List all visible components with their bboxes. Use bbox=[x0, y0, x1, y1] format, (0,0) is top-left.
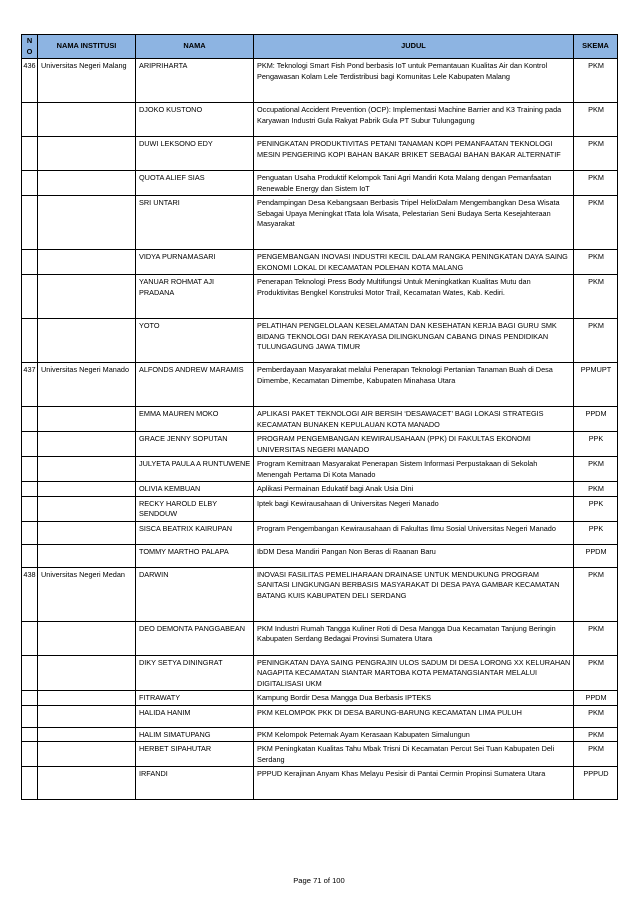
cell-skema: PPK bbox=[574, 521, 618, 544]
cell-judul: PKM KELOMPOK PKK DI DESA BARUNG-BARUNG KECAMATAN LIMA PULUH bbox=[254, 705, 574, 727]
cell-no bbox=[22, 196, 38, 250]
cell-no bbox=[22, 482, 38, 497]
cell-institusi bbox=[38, 767, 136, 800]
table-row bbox=[22, 457, 618, 482]
cell-no bbox=[22, 275, 38, 319]
cell-skema: PKM bbox=[574, 457, 618, 482]
cell-no bbox=[22, 407, 38, 432]
cell-nama: YANUAR ROHMAT AJI PRADANA bbox=[136, 275, 254, 319]
cell-no bbox=[22, 621, 38, 655]
cell-judul: Kampung Bordir Desa Mangga Dua Berbasis IPTEKS bbox=[254, 691, 574, 706]
cell-institusi bbox=[38, 103, 136, 137]
table-row bbox=[22, 482, 618, 497]
table-row bbox=[22, 742, 618, 767]
cell-skema: PPDM bbox=[574, 407, 618, 432]
cell-no bbox=[22, 691, 38, 706]
cell-judul: Program Kemitraan Masyarakat Penerapan Sistem Informasi Perpustakaan di Sekolah Menengah Pertama Di Kota Manado bbox=[254, 457, 574, 482]
cell-judul: Pemberdayaan Masyarakat melalui Penerapan Teknologi Pertanian Tanaman Buah di Desa Dimembe, Kecamatan Dimembe, Kabupaten Minahasa Utara bbox=[254, 363, 574, 407]
cell-judul: PROGRAM PENGEMBANGAN KEWIRAUSAHAAN (PPK) DI FAKULTAS EKONOMI UNIVERSITAS NEGERI MANADO bbox=[254, 432, 574, 457]
cell-skema: PKM bbox=[574, 275, 618, 319]
cell-judul: Aplikasi Permainan Edukatif bagi Anak Usia Dini bbox=[254, 482, 574, 497]
cell-no bbox=[22, 137, 38, 171]
table-row bbox=[22, 432, 618, 457]
cell-skema: PKM bbox=[574, 171, 618, 196]
table-row bbox=[22, 407, 618, 432]
cell-no bbox=[22, 496, 38, 521]
header-nama: NAMA bbox=[136, 35, 254, 59]
cell-nama: HALIM SIMATUPANG bbox=[136, 727, 254, 742]
page-footer: Page 71 of 100 bbox=[293, 876, 345, 885]
cell-no bbox=[22, 171, 38, 196]
cell-no bbox=[22, 319, 38, 363]
table-row bbox=[22, 275, 618, 319]
cell-nama: RECKY HAROLD ELBY SENDOUW bbox=[136, 496, 254, 521]
cell-nama: SRI UNTARI bbox=[136, 196, 254, 250]
cell-judul: PKM: Teknologi Smart Fish Pond berbasis IoT untuk Pemantauan Kualitas Air dan Kontrol Pengawasan Kolam Lele Terdistribusi bagi Komunitas Lele Kabupaten Malang bbox=[254, 59, 574, 103]
cell-judul: PENGEMBANGAN INOVASI INDUSTRI KECIL DALAM RANGKA PENINGKATAN DAYA SAING EKONOMI LOKAL DI KECAMATAN POLEHAN KOTA MALANG bbox=[254, 250, 574, 275]
cell-judul: IbDM Desa Mandiri Pangan Non Beras di Raanan Baru bbox=[254, 544, 574, 567]
cell-judul: PELATIHAN PENGELOLAAN KESELAMATAN DAN KESEHATAN KERJA BAGI GURU SMK BIDANG TEKNOLOGI DAN REKAYASA DILINGKUNGAN CABANG DINAS PENDIDIKAN TULUNGAGUNG JAWA TIMUR bbox=[254, 319, 574, 363]
cell-nama: HALIDA HANIM bbox=[136, 705, 254, 727]
cell-nama: SISCA BEATRIX KAIRUPAN bbox=[136, 521, 254, 544]
cell-institusi bbox=[38, 482, 136, 497]
cell-institusi bbox=[38, 171, 136, 196]
cell-nama: TOMMY MARTHO PALAPA bbox=[136, 544, 254, 567]
table-row bbox=[22, 767, 618, 800]
cell-judul: APLIKASI PAKET TEKNOLOGI AIR BERSIH ‘DESAWACET’ BAGI LOKASI STRATEGIS KECAMATAN BUNAKEN KEPULAUAN KOTA MANADO bbox=[254, 407, 574, 432]
cell-skema: PKM bbox=[574, 137, 618, 171]
cell-nama: IRFANDI bbox=[136, 767, 254, 800]
cell-skema: PKM bbox=[574, 103, 618, 137]
header-judul: JUDUL bbox=[254, 35, 574, 59]
cell-institusi bbox=[38, 621, 136, 655]
cell-skema: PKM bbox=[574, 567, 618, 621]
cell-skema: PPPUD bbox=[574, 767, 618, 800]
cell-skema: PPDM bbox=[574, 691, 618, 706]
table-row bbox=[22, 691, 618, 706]
cell-skema: PKM bbox=[574, 319, 618, 363]
cell-nama: VIDYA PURNAMASARI bbox=[136, 250, 254, 275]
table-row bbox=[22, 137, 618, 171]
cell-nama: OLIVIA KEMBUAN bbox=[136, 482, 254, 497]
cell-institusi bbox=[38, 319, 136, 363]
header-no: NO bbox=[22, 35, 38, 59]
header-skema: SKEMA bbox=[574, 35, 618, 59]
cell-institusi bbox=[38, 432, 136, 457]
cell-institusi bbox=[38, 521, 136, 544]
cell-skema: PKM bbox=[574, 621, 618, 655]
cell-judul: PENINGKATAN DAYA SAING PENGRAJIN ULOS SADUM DI DESA LORONG XX KELURAHAN NAGAPITA KECAMATAN SIANTAR MARTOBA KOTA PEMATANGSIANTAR MELALUI DIGITALISASI UKM bbox=[254, 655, 574, 691]
cell-nama: ARIPRIHARTA bbox=[136, 59, 254, 103]
cell-skema: PPDM bbox=[574, 544, 618, 567]
cell-institusi bbox=[38, 250, 136, 275]
cell-institusi bbox=[38, 275, 136, 319]
cell-skema: PKM bbox=[574, 727, 618, 742]
cell-no bbox=[22, 521, 38, 544]
cell-nama: YOTO bbox=[136, 319, 254, 363]
data-table bbox=[21, 34, 618, 800]
cell-no bbox=[22, 103, 38, 137]
cell-institusi bbox=[38, 196, 136, 250]
cell-nama: DARWIN bbox=[136, 567, 254, 621]
cell-institusi bbox=[38, 655, 136, 691]
cell-skema: PKM bbox=[574, 250, 618, 275]
table-row bbox=[22, 496, 618, 521]
table-row bbox=[22, 655, 618, 691]
cell-institusi bbox=[38, 137, 136, 171]
cell-skema: PKM bbox=[574, 196, 618, 250]
header-institusi: NAMA INSTITUSI bbox=[38, 35, 136, 59]
document-page bbox=[21, 34, 617, 800]
cell-no: 437 bbox=[22, 363, 38, 407]
cell-nama: DEO DEMONTA PANGGABEAN bbox=[136, 621, 254, 655]
cell-nama: DJOKO KUSTONO bbox=[136, 103, 254, 137]
cell-nama: QUOTA ALIEF SIAS bbox=[136, 171, 254, 196]
cell-institusi bbox=[38, 742, 136, 767]
cell-nama: DUWI LEKSONO EDY bbox=[136, 137, 254, 171]
table-row bbox=[22, 196, 618, 250]
cell-skema: PKM bbox=[574, 705, 618, 727]
cell-judul: INOVASI FASILITAS PEMELIHARAAN DRAINASE UNTUK MENDUKUNG PROGRAM SANITASI LINGKUNGAN BERBASIS MASYARAKAT DI DESA PAYA GAMBAR KECAMATAN BATANG KUIS KABUPATEN DELI SERDANG bbox=[254, 567, 574, 621]
table-row bbox=[22, 363, 618, 407]
cell-nama: ALFONDS ANDREW MARAMIS bbox=[136, 363, 254, 407]
cell-nama: HERBET SIPAHUTAR bbox=[136, 742, 254, 767]
cell-skema: PKM bbox=[574, 655, 618, 691]
header-row bbox=[22, 35, 618, 59]
cell-nama: GRACE JENNY SOPUTAN bbox=[136, 432, 254, 457]
cell-skema: PKM bbox=[574, 742, 618, 767]
table-row bbox=[22, 727, 618, 742]
table-row bbox=[22, 567, 618, 621]
cell-no bbox=[22, 544, 38, 567]
cell-nama: JULYETA PAULA A RUNTUWENE bbox=[136, 457, 254, 482]
cell-institusi: Universitas Negeri Medan bbox=[38, 567, 136, 621]
cell-judul: PENINGKATAN PRODUKTIVITAS PETANI TANAMAN KOPI PEMANFAATAN TEKNOLOGI MESIN PENGERING KOPI BAHAN BAKAR BRIKET SEBAGAI BAHAN BAKAR ALTERNATIF bbox=[254, 137, 574, 171]
cell-skema: PPK bbox=[574, 496, 618, 521]
cell-institusi: Universitas Negeri Malang bbox=[38, 59, 136, 103]
cell-nama: EMMA MAUREN MOKO bbox=[136, 407, 254, 432]
cell-no bbox=[22, 727, 38, 742]
cell-judul: PPPUD Kerajinan Anyam Khas Melayu Pesisir di Pantai Cermin Propinsi Sumatera Utara bbox=[254, 767, 574, 800]
table-row bbox=[22, 250, 618, 275]
cell-institusi bbox=[38, 407, 136, 432]
cell-judul: PKM Industri Rumah Tangga Kuliner Roti di Desa Mangga Dua Kecamatan Tanjung Beringin Kabupaten Serdang Bedagai Provinsi Sumatera Utara bbox=[254, 621, 574, 655]
table-row bbox=[22, 59, 618, 103]
cell-judul: Occupational Accident Prevention (OCP): Implementasi Machine Barrier and K3 Training pada Karyawan Industri Gula Rakyat Pabrik Gula PT Subur Tulungagung bbox=[254, 103, 574, 137]
cell-skema: PPMUPT bbox=[574, 363, 618, 407]
cell-skema: PPK bbox=[574, 432, 618, 457]
cell-no bbox=[22, 457, 38, 482]
cell-institusi bbox=[38, 691, 136, 706]
cell-judul: Pendampingan Desa Kebangsaan Berbasis Tripel HelixDalam Mengembangkan Desa Wisata Sebagai Upaya Meningkat tTata lola Wisata, Pelestarian Seni Budaya Serta Kesejahteraan Masyarakat bbox=[254, 196, 574, 250]
cell-institusi bbox=[38, 457, 136, 482]
cell-nama: FITRAWATY bbox=[136, 691, 254, 706]
table-body bbox=[22, 59, 618, 800]
table-row bbox=[22, 319, 618, 363]
cell-judul: PKM Peningkatan Kualitas Tahu Mbak Trisni Di Kecamatan Percut Sei Tuan Kabupaten Deli Serdang bbox=[254, 742, 574, 767]
table-row bbox=[22, 544, 618, 567]
cell-no bbox=[22, 705, 38, 727]
cell-no: 438 bbox=[22, 567, 38, 621]
cell-judul: Penguatan Usaha Produktif Kelompok Tani Agri Mandiri Kota Malang dengan Pemanfaatan Renewable Energy dan Sistem IoT bbox=[254, 171, 574, 196]
cell-judul: PKM Kelompok Peternak Ayam Kerasaan Kabupaten Simalungun bbox=[254, 727, 574, 742]
cell-judul: Penerapan Teknologi Press Body Multifungsi Untuk Meningkatkan Kualitas Mutu dan Produktivitas Bengkel Konstruksi Motor Trail, Kecamatan Wates, Kab. Kediri. bbox=[254, 275, 574, 319]
table-row bbox=[22, 521, 618, 544]
cell-institusi bbox=[38, 727, 136, 742]
cell-no bbox=[22, 432, 38, 457]
cell-institusi bbox=[38, 544, 136, 567]
cell-no bbox=[22, 767, 38, 800]
cell-institusi bbox=[38, 496, 136, 521]
table-row bbox=[22, 705, 618, 727]
cell-no: 436 bbox=[22, 59, 38, 103]
cell-institusi bbox=[38, 705, 136, 727]
table-row bbox=[22, 621, 618, 655]
cell-no bbox=[22, 742, 38, 767]
table-row bbox=[22, 103, 618, 137]
cell-no bbox=[22, 655, 38, 691]
cell-skema: PKM bbox=[574, 482, 618, 497]
table-row bbox=[22, 171, 618, 196]
cell-no bbox=[22, 250, 38, 275]
cell-skema: PKM bbox=[574, 59, 618, 103]
cell-institusi: Universitas Negeri Manado bbox=[38, 363, 136, 407]
cell-judul: Iptek bagi Kewirausahaan di Universitas Negeri Manado bbox=[254, 496, 574, 521]
table-header bbox=[22, 35, 618, 59]
cell-judul: Program Pengembangan Kewirausahaan di Fakultas Ilmu Sosial Universitas Negeri Manado bbox=[254, 521, 574, 544]
cell-nama: DIKY SETYA DININGRAT bbox=[136, 655, 254, 691]
